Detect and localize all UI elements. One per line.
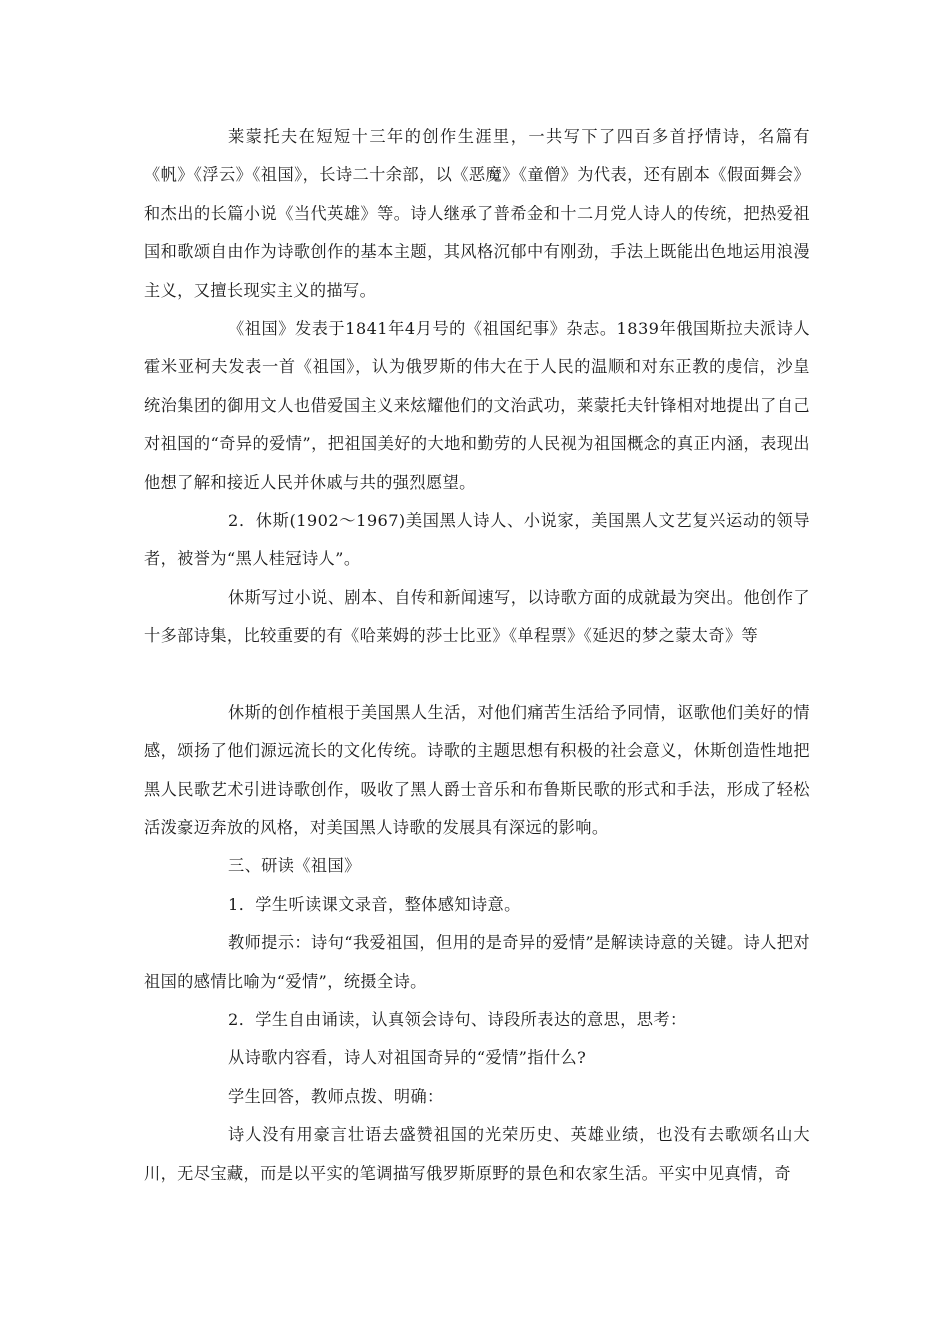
step-2-recite: 2．学生自由诵读，认真领会诗句、诗段所表达的意思，思考：	[228, 1009, 687, 1029]
answer-paragraph: 诗人没有用豪言壮语去盛赞祖国的光荣历史、英雄业绩，也没有去歌颂名山大川，无尽宝藏，而是以平实的笔调描写俄罗斯原野的景色和农家生活。平实中见真情，奇	[144, 1125, 810, 1183]
step-1-listen: 1．学生听读课文录音，整体感知诗意。	[228, 894, 521, 914]
student-answer-intro: 学生回答，教师点拨、明确：	[228, 1086, 444, 1106]
section-heading-study-motherland: 三、研读《祖国》	[228, 856, 361, 876]
question-love: 从诗歌内容看，诗人对祖国奇异的“爱情”指什么?	[228, 1048, 587, 1068]
paragraph-lermontov-works: 莱蒙托夫在短短十三年的创作生涯里，一共写下了四百多首抒情诗，名篇有《帆》《浮云》《祖国》，长诗二十余部，以《恶魔》《童僧》为代表，还有剧本《假面舞会》和杰出的长篇小说《当代英雄》等。诗人继承了普希金和十二月党人诗人的传统，把热爱祖国和歌颂自由作为诗歌创作的基本主题，其风格沉郁中有刚劲，手法上既能出色地运用浪漫主义，又擅长现实主义的描写。	[144, 127, 810, 300]
document-body	[144, 118, 810, 1193]
blank-line	[144, 656, 810, 694]
paragraph-hughes-works: 休斯写过小说、剧本、自传和新闻速写，以诗歌方面的成就最为突出。他创作了十多部诗集，比较重要的有《哈莱姆的莎士比亚》《单程票》《延迟的梦之蒙太奇》等	[144, 587, 810, 646]
paragraph-hughes-intro: 2．休斯(1902～1967)美国黑人诗人、小说家，美国黑人文艺复兴运动的领导者，被誉为“黑人桂冠诗人”。	[144, 511, 810, 569]
teacher-hint: 教师提示：诗句“我爱祖国，但用的是奇异的爱情”是解读诗意的关键。诗人把对祖国的感情比喻为“爱情”，统摄全诗。	[144, 933, 810, 991]
paragraph-hughes-style: 休斯的创作植根于美国黑人生活，对他们痛苦生活给予同情，讴歌他们美好的情感，颂扬了他们源远流长的文化传统。诗歌的主题思想有积极的社会意义，休斯创造性地把黑人民歌艺术引进诗歌创作，吸收了黑人爵士音乐和布鲁斯民歌的形式和手法，形成了轻松活泼豪迈奔放的风格，对美国黑人诗歌的发展具有深远的影响。	[144, 702, 810, 837]
paragraph-motherland-background: 《祖国》发表于1841年4月号的《祖国纪事》杂志。1839年俄国斯拉夫派诗人霍米亚柯夫发表一首《祖国》，认为俄罗斯的伟大在于人民的温顺和对东正教的虔信，沙皇统治集团的御用文人也借爱国主义来炫耀他们的文治武功，莱蒙托夫针锋相对地提出了自己对祖国的“奇异的爱情”，把祖国美好的大地和勤劳的人民视为祖国概念的真正内涵，表现出他想了解和接近人民并休戚与共的强烈愿望。	[144, 319, 810, 492]
